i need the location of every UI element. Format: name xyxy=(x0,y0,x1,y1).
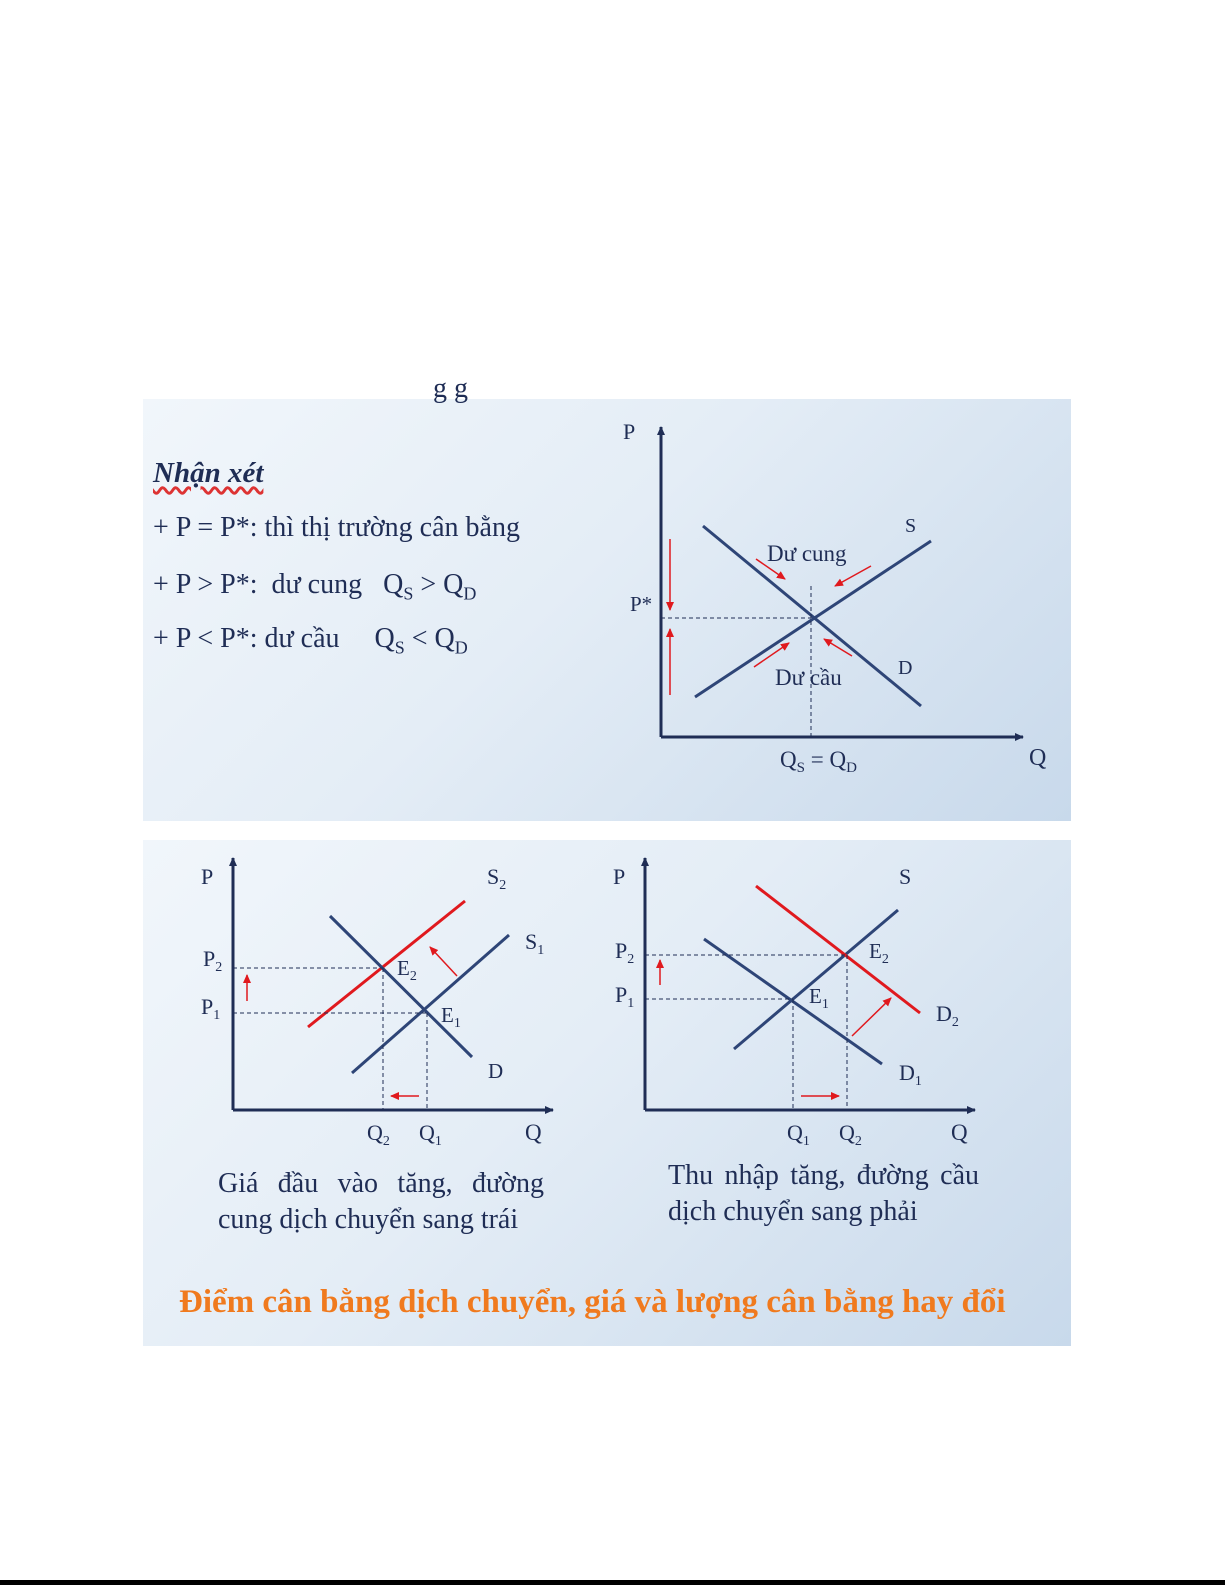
right-axis-label-p: P xyxy=(613,864,626,889)
label-s: S xyxy=(899,864,912,889)
label-p1: $P_1$ xyxy=(201,994,221,1023)
right-label-p1: $P_1$ xyxy=(615,982,635,1011)
right-label-e2: $E_2$ xyxy=(869,939,889,967)
label-s1: $S_1$ xyxy=(525,929,545,958)
note-surplus: + P > P*: dư cung $Q_S > Q_D$ xyxy=(153,569,477,604)
price-label: P* xyxy=(630,592,653,616)
right-label-q2: $Q_2$ xyxy=(839,1120,862,1149)
qty-label: $Q_S = Q_D$ xyxy=(780,747,857,776)
page-bottom-border xyxy=(0,1580,1225,1585)
note-shortage: + P < P*: dư cầu $Q_S < Q_D$ xyxy=(153,623,468,658)
axis-label-q: Q xyxy=(1029,745,1047,771)
surplus-label: Dư cung xyxy=(767,541,847,566)
demand-shift-graph xyxy=(613,858,975,1149)
label-s2: $S_2$ xyxy=(487,864,507,893)
right-label-e1: $E_1$ xyxy=(809,984,829,1012)
label-e2: $E_2$ xyxy=(397,956,417,984)
shift-graphs xyxy=(143,840,1071,1346)
label-d2: $D_2$ xyxy=(936,1001,959,1030)
remarks-heading: Nhận xét xyxy=(153,457,264,489)
cropped-heading: g g xyxy=(433,373,468,404)
shift-slide xyxy=(143,840,1071,1346)
note-equilibrium: + P = P*: thì thị trường cân bằng xyxy=(153,512,520,543)
supply-curve-s1 xyxy=(352,935,509,1073)
demand-shift-arrow xyxy=(852,998,891,1036)
left-axis-label-q: Q xyxy=(525,1120,542,1145)
right-axis-label-q: Q xyxy=(951,1120,968,1145)
label-e1: $E_1$ xyxy=(441,1003,461,1031)
equilibrium-graph xyxy=(143,399,1071,821)
equilibrium-slide xyxy=(143,373,1071,821)
right-label-p2: $P_2$ xyxy=(615,938,635,967)
supply-shift-caption: Giá đầu vào tăng, đường cung dịch chuyển sang trái xyxy=(218,1168,544,1235)
label-q2: $Q_2$ xyxy=(367,1120,390,1149)
conclusion-text: Điểm cân bằng dịch chuyển, giá và lượng cân bằng hay đổi xyxy=(179,1284,1006,1320)
axis-label-p: P xyxy=(623,419,636,444)
label-d: D xyxy=(488,1059,504,1083)
demand-label: D xyxy=(898,657,913,679)
supply-shift-arrow xyxy=(430,947,457,976)
shortage-label: Dư cầu xyxy=(775,665,842,690)
supply-shift-graph xyxy=(201,858,553,1149)
demand-shift-caption: Thu nhập tăng, đường cầu dịch chuyển sang phải xyxy=(668,1160,979,1227)
label-p2: $P_2$ xyxy=(203,946,223,975)
label-d1: $D_1$ xyxy=(899,1060,922,1089)
label-q1: $Q_1$ xyxy=(419,1120,442,1149)
right-label-q1: $Q_1$ xyxy=(787,1120,810,1149)
supply-label: S xyxy=(905,515,917,537)
left-axis-label-p: P xyxy=(201,864,214,889)
